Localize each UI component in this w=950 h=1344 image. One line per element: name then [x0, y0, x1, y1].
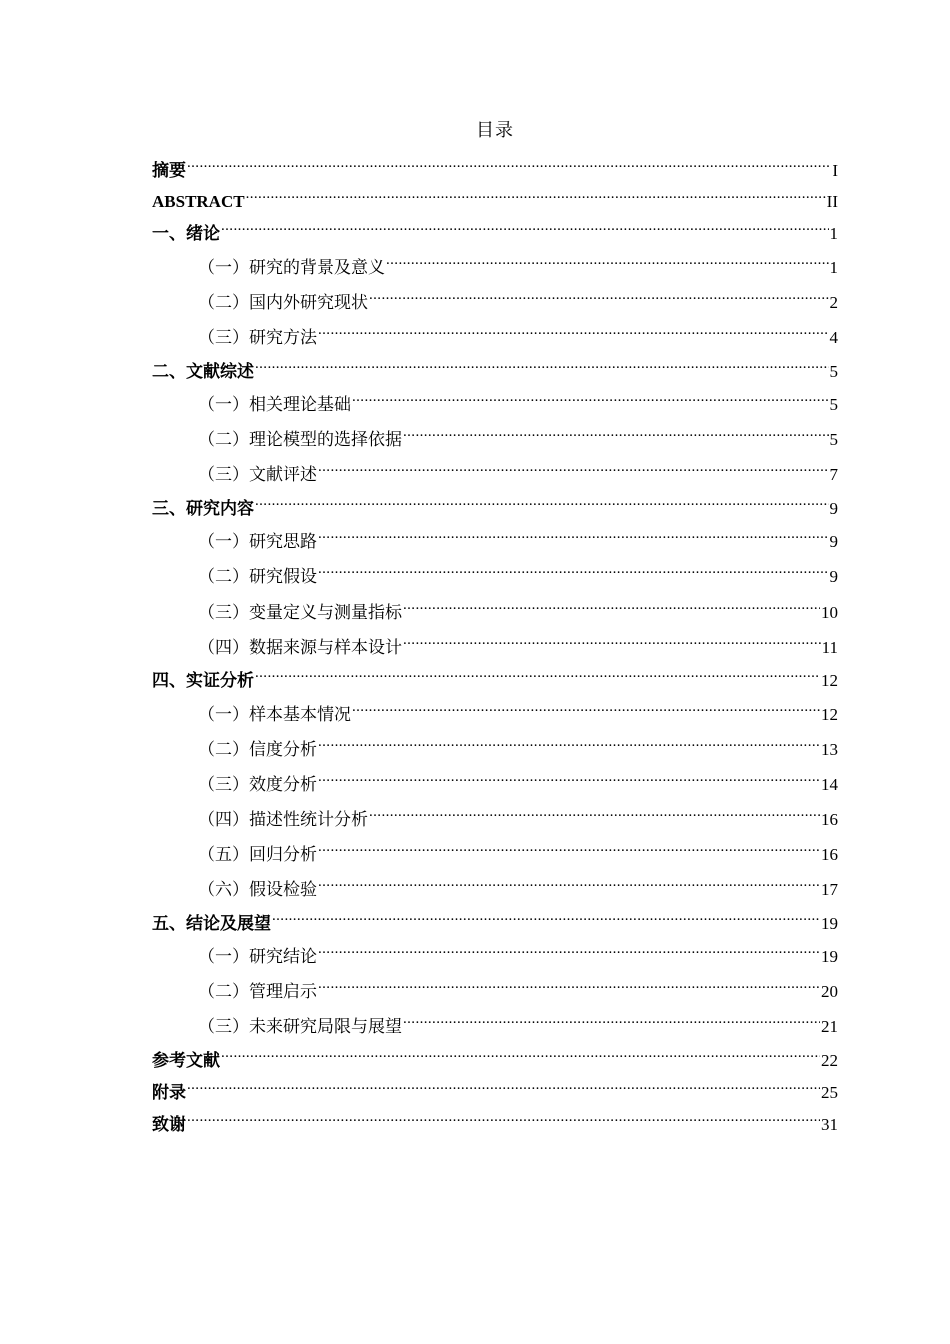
toc-leader-dots — [221, 1040, 820, 1066]
toc-entry-label: 二、文献综述 — [152, 362, 254, 381]
toc-leader-dots — [272, 903, 820, 929]
toc-page-number: 20 — [821, 982, 838, 1001]
toc-page-number: 13 — [821, 740, 838, 759]
toc-entry-3-3[interactable] — [198, 592, 838, 622]
toc-entry-label: （一）样本基本情况 — [198, 705, 351, 724]
toc-entry-4-5[interactable] — [198, 834, 838, 864]
toc-entry-label: （五）回归分析 — [198, 845, 317, 864]
toc-entry-4-3[interactable] — [198, 764, 838, 794]
toc-leader-dots — [369, 282, 829, 308]
toc-page-number: 31 — [821, 1115, 838, 1134]
toc-leader-dots — [318, 521, 829, 547]
toc-title: 目录 — [476, 120, 514, 140]
toc-leader-dots — [255, 660, 820, 686]
toc-entry-label: 附录 — [152, 1083, 186, 1102]
toc-entry-chapter-2[interactable] — [152, 351, 838, 381]
toc-page-number: 5 — [829, 362, 838, 381]
toc-entry-acknowledgements[interactable] — [152, 1104, 838, 1134]
toc-leader-dots — [318, 936, 820, 962]
toc-page-number: II — [826, 192, 838, 211]
toc-leader-dots — [187, 1104, 820, 1130]
toc-entry-4-4[interactable] — [198, 799, 838, 829]
toc-page-number: 16 — [821, 845, 838, 864]
toc-leader-dots — [386, 247, 829, 273]
toc-leader-dots — [318, 317, 829, 343]
toc-leader-dots — [318, 556, 829, 582]
toc-entry-1-3[interactable] — [198, 317, 838, 347]
toc-page-number: 17 — [821, 880, 838, 899]
toc-page-number: 14 — [821, 775, 838, 794]
toc-leader-dots — [403, 1006, 820, 1032]
toc-page-number: 1 — [829, 224, 838, 243]
toc-leader-dots — [318, 834, 820, 860]
toc-page-number: 12 — [821, 705, 838, 724]
toc-page-number: 19 — [821, 914, 838, 933]
toc-entry-label: （二）信度分析 — [198, 740, 317, 759]
toc-page-number: 4 — [829, 328, 838, 347]
toc-leader-dots — [255, 488, 829, 514]
toc-entry-4-1[interactable] — [198, 694, 838, 724]
toc-entry-label: 致谢 — [152, 1115, 186, 1134]
toc-entry-3-4[interactable] — [198, 627, 838, 657]
toc-entry-2-2[interactable] — [198, 419, 838, 449]
toc-entry-label: 三、研究内容 — [152, 499, 254, 518]
toc-leader-dots — [187, 1072, 820, 1098]
toc-page-number: 22 — [821, 1051, 838, 1070]
toc-entry-label: 四、实证分析 — [152, 671, 254, 690]
toc-entry-label: （二）研究假设 — [198, 567, 317, 586]
toc-leader-dots — [403, 592, 820, 618]
toc-entry-3-1[interactable] — [198, 521, 838, 551]
toc-page-number: 7 — [829, 465, 838, 484]
toc-entry-label: （一）研究思路 — [198, 532, 317, 551]
toc-entry-label: （三）效度分析 — [198, 775, 317, 794]
toc-entry-label: 摘要 — [152, 161, 186, 180]
toc-entry-1-1[interactable] — [198, 247, 838, 277]
toc-entry-label: （三）变量定义与测量指标 — [198, 603, 402, 622]
toc-entry-label: 一、绪论 — [152, 224, 220, 243]
toc-entry-abstract-en[interactable] — [152, 181, 838, 211]
toc-entry-label: （四）数据来源与样本设计 — [198, 638, 402, 657]
toc-entry-chapter-3[interactable] — [152, 488, 838, 518]
toc-leader-dots — [318, 869, 820, 895]
toc-entry-label: （四）描述性统计分析 — [198, 810, 368, 829]
toc-entry-references[interactable] — [152, 1040, 838, 1070]
toc-entry-label: （三）研究方法 — [198, 328, 317, 347]
toc-entry-label: ABSTRACT — [152, 192, 245, 211]
toc-entry-label: （二）国内外研究现状 — [198, 293, 368, 312]
toc-entry-chapter-5[interactable] — [152, 903, 838, 933]
toc-leader-dots — [187, 150, 831, 176]
toc-entry-2-1[interactable] — [198, 384, 838, 414]
toc-leader-dots — [318, 764, 820, 790]
toc-leader-dots — [255, 351, 829, 377]
toc-page-number: 5 — [829, 430, 838, 449]
toc-page-number: 25 — [821, 1083, 838, 1102]
toc-entry-1-2[interactable] — [198, 282, 838, 312]
toc-leader-dots — [318, 729, 820, 755]
toc-entry-label: （二）理论模型的选择依据 — [198, 430, 402, 449]
toc-entry-label: （三）未来研究局限与展望 — [198, 1017, 402, 1036]
toc-entry-label: 五、结论及展望 — [152, 914, 271, 933]
toc-leader-dots — [369, 799, 820, 825]
toc-leader-dots — [221, 213, 829, 239]
toc-page-number: 1 — [829, 258, 838, 277]
toc-page-number: 16 — [821, 810, 838, 829]
toc-page-number: 21 — [821, 1017, 838, 1036]
toc-page-number: 10 — [821, 603, 838, 622]
toc-entry-5-3[interactable] — [198, 1006, 838, 1036]
toc-entry-5-2[interactable] — [198, 971, 838, 1001]
toc-entry-3-2[interactable] — [198, 556, 838, 586]
toc-leader-dots — [318, 971, 820, 997]
toc-entry-label: （二）管理启示 — [198, 982, 317, 1001]
toc-page-number: 11 — [821, 638, 838, 657]
toc-page-number: 12 — [821, 671, 838, 690]
toc-entry-label: 参考文献 — [152, 1051, 220, 1070]
toc-leader-dots — [403, 627, 821, 653]
toc-page-number: 9 — [829, 499, 838, 518]
toc-entry-label: （六）假设检验 — [198, 880, 317, 899]
toc-leader-dots — [352, 384, 829, 410]
toc-entry-appendix[interactable] — [152, 1072, 838, 1102]
toc-entry-2-3[interactable] — [198, 454, 838, 484]
toc-page-number: I — [832, 161, 838, 180]
toc-entry-4-2[interactable] — [198, 729, 838, 759]
toc-page-number: 2 — [829, 293, 838, 312]
toc-leader-dots — [352, 694, 820, 720]
toc-entry-4-6[interactable] — [198, 869, 838, 899]
toc-entry-label: （一）相关理论基础 — [198, 395, 351, 414]
toc-entry-5-1[interactable] — [198, 936, 838, 966]
toc-entry-chapter-4[interactable] — [152, 660, 838, 690]
toc-page-number: 9 — [829, 567, 838, 586]
toc-page-number: 5 — [829, 395, 838, 414]
toc-entry-abstract-cn[interactable] — [152, 150, 838, 180]
toc-leader-dots — [246, 181, 826, 207]
toc-leader-dots — [403, 419, 829, 445]
toc-page-number: 19 — [821, 947, 838, 966]
toc-entry-label: （三）文献评述 — [198, 465, 317, 484]
toc-entry-label: （一）研究的背景及意义 — [198, 258, 385, 277]
toc-leader-dots — [318, 454, 829, 480]
toc-entry-chapter-1[interactable] — [152, 213, 838, 243]
toc-page-number: 9 — [829, 532, 838, 551]
toc-entry-label: （一）研究结论 — [198, 947, 317, 966]
